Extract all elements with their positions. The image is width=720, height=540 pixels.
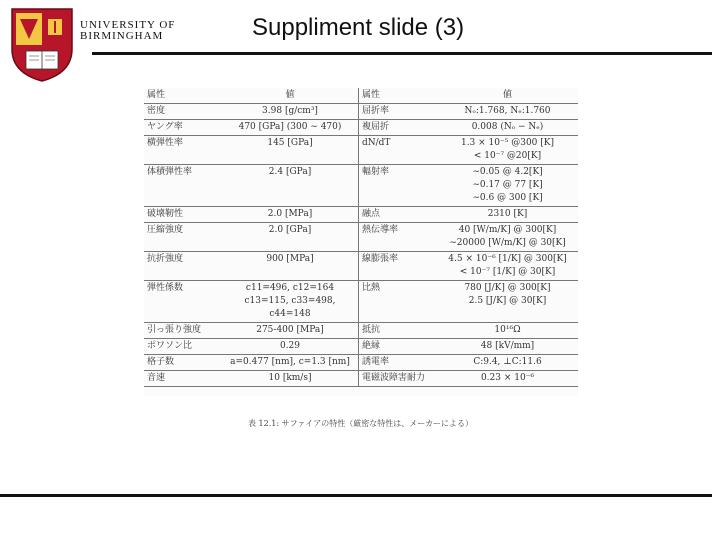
property-value xyxy=(222,165,359,207)
university-line2: BIRMINGHAM xyxy=(80,30,164,42)
property-name: 抗折強度 xyxy=(144,252,222,281)
table-header-row xyxy=(144,88,578,104)
property-value xyxy=(222,207,359,223)
table-body xyxy=(144,104,578,387)
property-value-line: 0.29 xyxy=(279,341,301,351)
header-value-1: 値 xyxy=(222,88,359,104)
property-name: ヤング率 xyxy=(144,120,222,136)
property-name: ポワソン比 xyxy=(144,339,222,355)
property-name: 輻射率 xyxy=(359,165,438,207)
property-value xyxy=(222,136,359,165)
property-value-line: 4.5 × 10⁻⁶ [1/K] @ 300[K] xyxy=(448,254,567,264)
property-value xyxy=(222,355,359,371)
top-divider xyxy=(92,52,712,55)
property-value-line: 2.5 [J/K] @ 30[K] xyxy=(468,296,547,306)
property-value-line: 0.23 × 10⁻⁶ xyxy=(480,373,535,383)
property-name: 誘電率 xyxy=(359,355,438,371)
table-row xyxy=(144,207,578,223)
property-value xyxy=(222,252,359,281)
bottom-divider xyxy=(0,494,712,497)
property-value-line: 0.008 (Nₒ − Nₑ) xyxy=(471,122,544,132)
header-property-1: 属性 xyxy=(144,88,222,104)
university-wordmark xyxy=(80,20,175,42)
property-value xyxy=(222,371,359,387)
property-value-line: 275-400 [MPa] xyxy=(256,325,324,335)
table-row xyxy=(144,323,578,339)
property-value xyxy=(222,339,359,355)
property-value xyxy=(437,371,578,387)
table-row xyxy=(144,339,578,355)
property-name: 抵抗 xyxy=(359,323,438,339)
property-name: 熱伝導率 xyxy=(359,223,438,252)
property-name: 線膨張率 xyxy=(359,252,438,281)
table-row xyxy=(144,252,578,281)
property-value xyxy=(437,339,578,355)
property-value xyxy=(222,104,359,120)
property-value-line: < 10⁻⁷ @20[K] xyxy=(473,151,542,161)
property-name: 体積弾性率 xyxy=(144,165,222,207)
property-name: 圧縮強度 xyxy=(144,223,222,252)
property-value xyxy=(437,355,578,371)
property-name: dN/dT xyxy=(359,136,438,165)
slide-title: Suppliment slide (3) xyxy=(252,14,465,41)
property-value xyxy=(437,104,578,120)
table-row xyxy=(144,165,578,207)
table-row xyxy=(144,223,578,252)
property-name: 弾性係数 xyxy=(144,281,222,323)
property-value-line: < 10⁻⁷ [1/K] @ 30[K] xyxy=(459,267,556,277)
property-name: 密度 xyxy=(144,104,222,120)
table-row xyxy=(144,281,578,323)
property-value xyxy=(437,252,578,281)
table-row xyxy=(144,104,578,120)
property-value xyxy=(222,281,359,323)
table-row xyxy=(144,120,578,136)
table-row xyxy=(144,355,578,371)
property-value xyxy=(437,207,578,223)
property-name: 音速 xyxy=(144,371,222,387)
property-value-line: 470 [GPa] (300 ∼ 470) xyxy=(238,122,342,132)
property-value-line: C:9.4, ⊥C:11.6 xyxy=(473,357,542,367)
property-value-line: 145 [GPa] xyxy=(267,138,313,148)
property-value-line: c11=496, c12=164 xyxy=(245,283,335,293)
property-value-line: 1.3 × 10⁻⁵ @300 [K] xyxy=(460,138,555,148)
property-value-line: ∼0.6 @ 300 [K] xyxy=(472,193,543,203)
property-name: 横弾性率 xyxy=(144,136,222,165)
property-name: 電磁波障害耐力 xyxy=(359,371,438,387)
property-value-line: Nₒ:1.768, Nₑ:1.760 xyxy=(464,106,551,116)
property-value xyxy=(437,223,578,252)
table-row xyxy=(144,371,578,387)
table-row xyxy=(144,136,578,165)
property-value-line: 2310 [K] xyxy=(487,209,528,219)
property-value-line: 2.4 [GPa] xyxy=(268,167,312,177)
property-value xyxy=(437,165,578,207)
property-name: 絶縁 xyxy=(359,339,438,355)
property-name: 比熱 xyxy=(359,281,438,323)
property-value-line: ∼0.05 @ 4.2[K] xyxy=(472,167,543,177)
property-value xyxy=(222,120,359,136)
property-value-line: ∼20000 [W/m/K] @ 30[K] xyxy=(449,238,566,248)
properties-table-image xyxy=(144,88,578,396)
property-value-line: 900 [MPa] xyxy=(266,254,314,264)
university-crest-logo xyxy=(10,5,74,83)
property-value-line: 2.0 [MPa] xyxy=(267,209,313,219)
property-value-line: 10 [km/s] xyxy=(268,373,312,383)
property-value-line: 40 [W/m/K] @ 300[K] xyxy=(458,225,557,235)
property-value xyxy=(437,281,578,323)
property-name: 引っ張り強度 xyxy=(144,323,222,339)
property-name: 屈折率 xyxy=(359,104,438,120)
property-value-line: 2.0 [GPa] xyxy=(268,225,312,235)
property-name: 格子数 xyxy=(144,355,222,371)
table-caption: 表 12.1: サファイアの特性（厳密な特性は、メーカーによる） xyxy=(248,419,474,428)
property-value-line: 10¹⁶Ω xyxy=(494,325,521,335)
sapphire-properties-table xyxy=(144,88,578,387)
property-value xyxy=(437,120,578,136)
property-value-line: ∼0.17 @ 77 [K] xyxy=(472,180,543,190)
property-value-line: 48 [kV/mm] xyxy=(480,341,535,351)
header-property-2: 属性 xyxy=(359,88,438,104)
property-value-line: a=0.477 [nm], c=1.3 [nm] xyxy=(230,357,350,367)
property-name: 複屈折 xyxy=(359,120,438,136)
property-value-line: 3.98 [g/cm³] xyxy=(262,106,318,116)
property-value xyxy=(437,136,578,165)
header-value-2: 値 xyxy=(437,88,578,104)
property-value xyxy=(222,223,359,252)
university-line1: UNIVERSITY OF xyxy=(80,19,176,31)
property-value xyxy=(222,323,359,339)
property-value-line: 780 [J/K] @ 300[K] xyxy=(464,283,551,293)
property-value xyxy=(437,323,578,339)
property-name: 融点 xyxy=(359,207,438,223)
property-value-line: c13=115, c33=498, c44=148 xyxy=(244,296,336,319)
property-name: 破壊靭性 xyxy=(144,207,222,223)
